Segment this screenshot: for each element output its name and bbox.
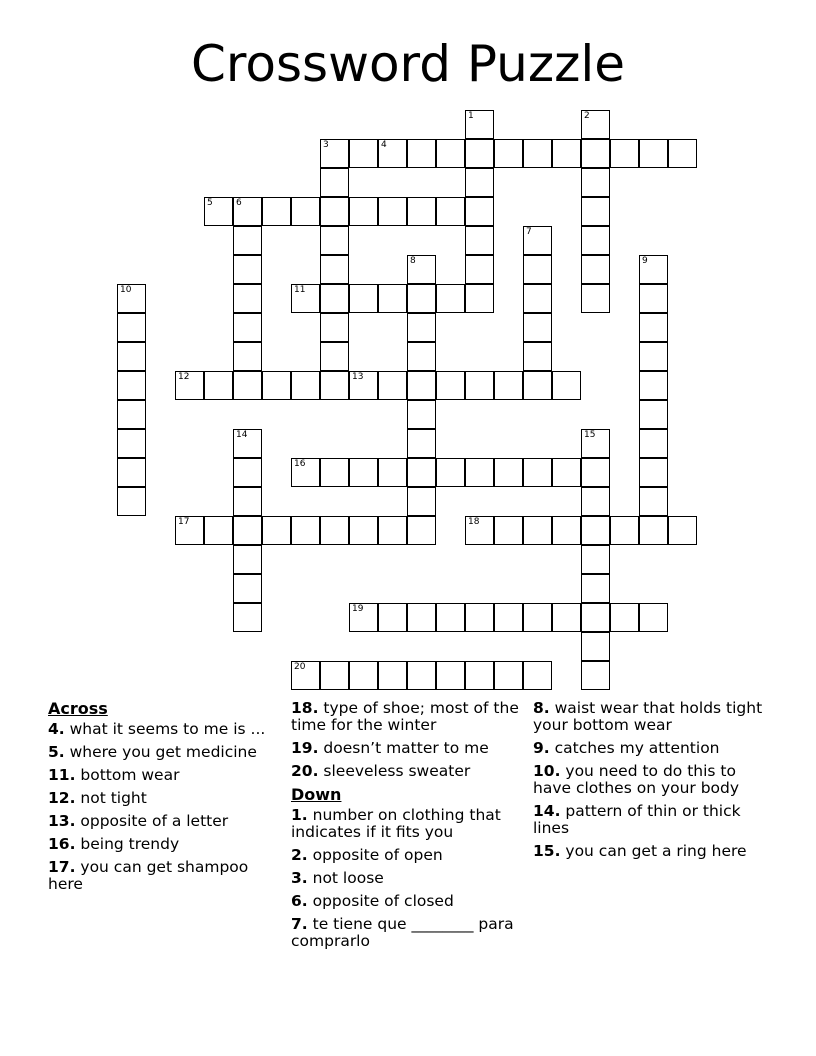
- clue-number: 5: [207, 198, 213, 208]
- crossword-cell[interactable]: [320, 197, 349, 226]
- crossword-cell[interactable]: [233, 545, 262, 574]
- crossword-cell[interactable]: [610, 139, 639, 168]
- crossword-cell[interactable]: [175, 516, 204, 545]
- crossword-cell[interactable]: [436, 661, 465, 690]
- crossword-cell[interactable]: [523, 516, 552, 545]
- crossword-cell[interactable]: [465, 516, 494, 545]
- crossword-cell[interactable]: [117, 313, 146, 342]
- crossword-cell[interactable]: [407, 371, 436, 400]
- crossword-cell[interactable]: [639, 429, 668, 458]
- crossword-cell[interactable]: [581, 197, 610, 226]
- down-clue-list-continued: [533, 700, 765, 860]
- clue: [291, 807, 523, 841]
- crossword-cell[interactable]: [117, 371, 146, 400]
- crossword-cell[interactable]: [407, 516, 436, 545]
- crossword-cell[interactable]: [494, 603, 523, 632]
- clue: [48, 767, 280, 784]
- crossword-cell[interactable]: [494, 661, 523, 690]
- crossword-cell[interactable]: [407, 400, 436, 429]
- crossword-cell[interactable]: [378, 603, 407, 632]
- clue-number: 8: [410, 256, 416, 266]
- crossword-cell[interactable]: [494, 516, 523, 545]
- clue-label: 18.: [291, 699, 319, 717]
- clue-text: type of shoe; most of the time for the winter: [291, 699, 519, 734]
- crossword-cell[interactable]: [407, 139, 436, 168]
- clue-label: 3.: [291, 869, 308, 887]
- crossword-cell[interactable]: [378, 139, 407, 168]
- crossword-cell[interactable]: [320, 342, 349, 371]
- clue-label: 11.: [48, 766, 76, 784]
- crossword-cell[interactable]: [320, 661, 349, 690]
- clue-label: 10.: [533, 762, 561, 780]
- crossword-cell[interactable]: [494, 139, 523, 168]
- crossword-cell[interactable]: [204, 371, 233, 400]
- clue-number: 20: [294, 662, 306, 672]
- crossword-cell[interactable]: [465, 197, 494, 226]
- clue: [48, 721, 280, 738]
- crossword-cell[interactable]: [639, 342, 668, 371]
- crossword-cell[interactable]: [378, 371, 407, 400]
- crossword-cell[interactable]: [581, 458, 610, 487]
- crossword-cell[interactable]: [552, 516, 581, 545]
- clue-text: opposite of a letter: [75, 812, 229, 830]
- crossword-cell[interactable]: [233, 371, 262, 400]
- crossword-cell[interactable]: [523, 342, 552, 371]
- crossword-cell[interactable]: [262, 197, 291, 226]
- crossword-cell[interactable]: [407, 284, 436, 313]
- clue-text: being trendy: [75, 835, 180, 853]
- crossword-cell[interactable]: [204, 516, 233, 545]
- crossword-cell[interactable]: [407, 661, 436, 690]
- clues-column-2: [291, 700, 523, 956]
- clue: [291, 763, 523, 780]
- clue-number: 16: [294, 459, 306, 469]
- crossword-cell[interactable]: [581, 487, 610, 516]
- crossword-cell[interactable]: [668, 139, 697, 168]
- clue-number: 6: [236, 198, 242, 208]
- crossword-cell[interactable]: [639, 371, 668, 400]
- crossword-cell[interactable]: [668, 516, 697, 545]
- crossword-cell[interactable]: [117, 400, 146, 429]
- clue-text: not tight: [75, 789, 147, 807]
- clue: [533, 803, 765, 837]
- crossword-cell[interactable]: [291, 661, 320, 690]
- crossword-cell[interactable]: [552, 603, 581, 632]
- clue-number: 2: [584, 111, 590, 121]
- crossword-cell[interactable]: [349, 661, 378, 690]
- clue-number: 19: [352, 604, 364, 614]
- crossword-cell[interactable]: [523, 255, 552, 284]
- crossword-cell[interactable]: [233, 574, 262, 603]
- clue: [533, 843, 765, 860]
- crossword-cell[interactable]: [349, 458, 378, 487]
- clue-text: where you get medicine: [64, 743, 257, 761]
- clue-text: opposite of closed: [307, 892, 454, 910]
- crossword-cell[interactable]: [378, 661, 407, 690]
- crossword-cell[interactable]: [407, 197, 436, 226]
- crossword-cell[interactable]: [465, 371, 494, 400]
- crossword-cell[interactable]: [117, 487, 146, 516]
- crossword-cell[interactable]: [407, 487, 436, 516]
- clue-text: doesn’t matter to me: [318, 739, 489, 757]
- crossword-cell[interactable]: [610, 516, 639, 545]
- crossword-cell[interactable]: [349, 371, 378, 400]
- crossword-cell[interactable]: [581, 603, 610, 632]
- crossword-cell[interactable]: [465, 168, 494, 197]
- clues-column-3: [533, 700, 765, 866]
- clue-label: 6.: [291, 892, 308, 910]
- clues-column-1: [48, 700, 280, 899]
- crossword-cell[interactable]: [378, 284, 407, 313]
- clue-label: 17.: [48, 858, 76, 876]
- crossword-cell[interactable]: [581, 226, 610, 255]
- crossword-cell[interactable]: [465, 603, 494, 632]
- clue-number: 10: [120, 285, 132, 295]
- clue-text: number on clothing that indicates if it fits you: [291, 806, 501, 841]
- crossword-cell[interactable]: [291, 197, 320, 226]
- crossword-cell[interactable]: [523, 139, 552, 168]
- clue-label: 14.: [533, 802, 561, 820]
- crossword-cell[interactable]: [320, 313, 349, 342]
- crossword-cell[interactable]: [233, 487, 262, 516]
- crossword-cell[interactable]: [233, 255, 262, 284]
- clue: [291, 700, 523, 734]
- crossword-cell[interactable]: [233, 516, 262, 545]
- clue-number: 11: [294, 285, 306, 295]
- clue: [291, 847, 523, 864]
- crossword-cell[interactable]: [639, 400, 668, 429]
- crossword-cell[interactable]: [639, 313, 668, 342]
- clue-number: 7: [526, 227, 532, 237]
- crossword-cell[interactable]: [523, 284, 552, 313]
- crossword-cell[interactable]: [291, 516, 320, 545]
- crossword-cell[interactable]: [117, 284, 146, 313]
- crossword-cell[interactable]: [320, 226, 349, 255]
- clue: [48, 836, 280, 853]
- crossword-cell[interactable]: [117, 458, 146, 487]
- clue-text: what it seems to me is ...: [64, 720, 266, 738]
- crossword-cell[interactable]: [639, 458, 668, 487]
- clue-label: 2.: [291, 846, 308, 864]
- crossword-cell[interactable]: [291, 284, 320, 313]
- crossword-cell[interactable]: [436, 284, 465, 313]
- down-clue-list: [291, 807, 523, 950]
- crossword-cell[interactable]: [262, 371, 291, 400]
- crossword-cell[interactable]: [378, 516, 407, 545]
- crossword-cell[interactable]: [639, 139, 668, 168]
- crossword-cell[interactable]: [320, 371, 349, 400]
- crossword-cell[interactable]: [639, 516, 668, 545]
- crossword-cell[interactable]: [465, 458, 494, 487]
- crossword-cell[interactable]: [523, 661, 552, 690]
- crossword-cell[interactable]: [233, 313, 262, 342]
- clue: [291, 740, 523, 757]
- clue: [291, 916, 523, 950]
- clue-text: te tiene que ________ para comprarlo: [291, 915, 514, 950]
- clue-text: you can get a ring here: [560, 842, 747, 860]
- clue-number: 12: [178, 372, 190, 382]
- crossword-cell[interactable]: [175, 371, 204, 400]
- crossword-cell[interactable]: [436, 197, 465, 226]
- clue-label: 7.: [291, 915, 308, 933]
- crossword-cell[interactable]: [523, 371, 552, 400]
- crossword-cell[interactable]: [639, 487, 668, 516]
- clue: [533, 763, 765, 797]
- clue-number: 9: [642, 256, 648, 266]
- clue-text: pattern of thin or thick lines: [533, 802, 741, 837]
- clue-text: bottom wear: [75, 766, 180, 784]
- clue-text: sleeveless sweater: [318, 762, 471, 780]
- crossword-cell[interactable]: [233, 342, 262, 371]
- crossword-cell[interactable]: [378, 458, 407, 487]
- down-heading: Down: [291, 785, 342, 804]
- across-clue-list-continued: [291, 700, 523, 780]
- crossword-cell[interactable]: [465, 110, 494, 139]
- crossword-cell[interactable]: [233, 429, 262, 458]
- crossword-cell[interactable]: [320, 255, 349, 284]
- crossword-cell[interactable]: [639, 603, 668, 632]
- clue-number: 4: [381, 140, 387, 150]
- clue-label: 8.: [533, 699, 550, 717]
- crossword-cell[interactable]: [117, 342, 146, 371]
- crossword-cell[interactable]: [552, 458, 581, 487]
- clue-text: you need to do this to have clothes on your body: [533, 762, 740, 797]
- crossword-cell[interactable]: [436, 458, 465, 487]
- clue: [48, 859, 280, 893]
- crossword-cell[interactable]: [494, 371, 523, 400]
- crossword-cell[interactable]: [407, 429, 436, 458]
- crossword-cell[interactable]: [320, 284, 349, 313]
- crossword-cell[interactable]: [581, 255, 610, 284]
- clue-number: 1: [468, 111, 474, 121]
- across-clue-list: [48, 721, 280, 893]
- clue-label: 15.: [533, 842, 561, 860]
- crossword-cell[interactable]: [262, 516, 291, 545]
- clue-label: 9.: [533, 739, 550, 757]
- crossword-cell[interactable]: [465, 226, 494, 255]
- clue-number: 18: [468, 517, 480, 527]
- crossword-cell[interactable]: [581, 661, 610, 690]
- crossword-cell[interactable]: [349, 516, 378, 545]
- clue-label: 1.: [291, 806, 308, 824]
- clue-label: 20.: [291, 762, 319, 780]
- crossword-cell[interactable]: [436, 603, 465, 632]
- clue-text: opposite of open: [307, 846, 443, 864]
- crossword-cell[interactable]: [523, 458, 552, 487]
- crossword-cell[interactable]: [581, 516, 610, 545]
- crossword-cell[interactable]: [320, 139, 349, 168]
- clue-label: 16.: [48, 835, 76, 853]
- crossword-cell[interactable]: [581, 284, 610, 313]
- crossword-cell[interactable]: [291, 458, 320, 487]
- crossword-cell[interactable]: [465, 139, 494, 168]
- page-title: Crossword Puzzle: [191, 35, 625, 93]
- clue: [48, 744, 280, 761]
- crossword-cell[interactable]: [494, 458, 523, 487]
- crossword-cell[interactable]: [320, 458, 349, 487]
- crossword-cell[interactable]: [407, 255, 436, 284]
- crossword-cell[interactable]: [581, 429, 610, 458]
- clue-text: you can get shampoo here: [48, 858, 249, 893]
- crossword-cell[interactable]: [465, 284, 494, 313]
- crossword-cell[interactable]: [349, 603, 378, 632]
- clue-label: 5.: [48, 743, 65, 761]
- crossword-cell[interactable]: [581, 110, 610, 139]
- crossword-cell[interactable]: [639, 255, 668, 284]
- clue: [291, 870, 523, 887]
- crossword-cell[interactable]: [610, 603, 639, 632]
- clue-text: waist wear that holds tight your bottom wear: [533, 699, 763, 734]
- crossword-cell[interactable]: [581, 168, 610, 197]
- clue: [533, 700, 765, 734]
- crossword-cell[interactable]: [320, 168, 349, 197]
- crossword-cell[interactable]: [117, 429, 146, 458]
- crossword-cell[interactable]: [233, 197, 262, 226]
- clue-label: 4.: [48, 720, 65, 738]
- crossword-cell[interactable]: [233, 226, 262, 255]
- crossword-cell[interactable]: [581, 632, 610, 661]
- clue-number: 17: [178, 517, 190, 527]
- clue-label: 19.: [291, 739, 319, 757]
- crossword-cell[interactable]: [407, 342, 436, 371]
- crossword-cell[interactable]: [523, 603, 552, 632]
- clue: [48, 790, 280, 807]
- crossword-cell[interactable]: [349, 284, 378, 313]
- clue-text: catches my attention: [549, 739, 720, 757]
- crossword-cell[interactable]: [378, 197, 407, 226]
- clue: [291, 893, 523, 910]
- crossword-cell[interactable]: [407, 603, 436, 632]
- crossword-cell[interactable]: [291, 371, 320, 400]
- across-heading: Across: [48, 699, 108, 718]
- crossword-cell[interactable]: [581, 574, 610, 603]
- crossword-cell[interactable]: [581, 139, 610, 168]
- crossword-cell[interactable]: [233, 458, 262, 487]
- clue-number: 13: [352, 372, 364, 382]
- crossword-cell[interactable]: [407, 458, 436, 487]
- clue-label: 12.: [48, 789, 76, 807]
- crossword-cell[interactable]: [465, 661, 494, 690]
- crossword-cell[interactable]: [552, 139, 581, 168]
- crossword-cell[interactable]: [465, 255, 494, 284]
- crossword-cell[interactable]: [233, 284, 262, 313]
- crossword-cell[interactable]: [639, 284, 668, 313]
- crossword-cell[interactable]: [552, 371, 581, 400]
- clue: [533, 740, 765, 757]
- crossword-cell[interactable]: [436, 139, 465, 168]
- clue: [48, 813, 280, 830]
- clue-text: not loose: [307, 869, 384, 887]
- crossword-cell[interactable]: [349, 139, 378, 168]
- clue-number: 3: [323, 140, 329, 150]
- crossword-cell[interactable]: [523, 313, 552, 342]
- clue-number: 14: [236, 430, 248, 440]
- crossword-cell[interactable]: [204, 197, 233, 226]
- crossword-cell[interactable]: [233, 603, 262, 632]
- crossword-cell[interactable]: [523, 226, 552, 255]
- crossword-cell[interactable]: [320, 516, 349, 545]
- clue-label: 13.: [48, 812, 76, 830]
- crossword-cell[interactable]: [349, 197, 378, 226]
- clue-number: 15: [584, 430, 596, 440]
- crossword-cell[interactable]: [581, 545, 610, 574]
- crossword-cell[interactable]: [436, 371, 465, 400]
- crossword-cell[interactable]: [407, 313, 436, 342]
